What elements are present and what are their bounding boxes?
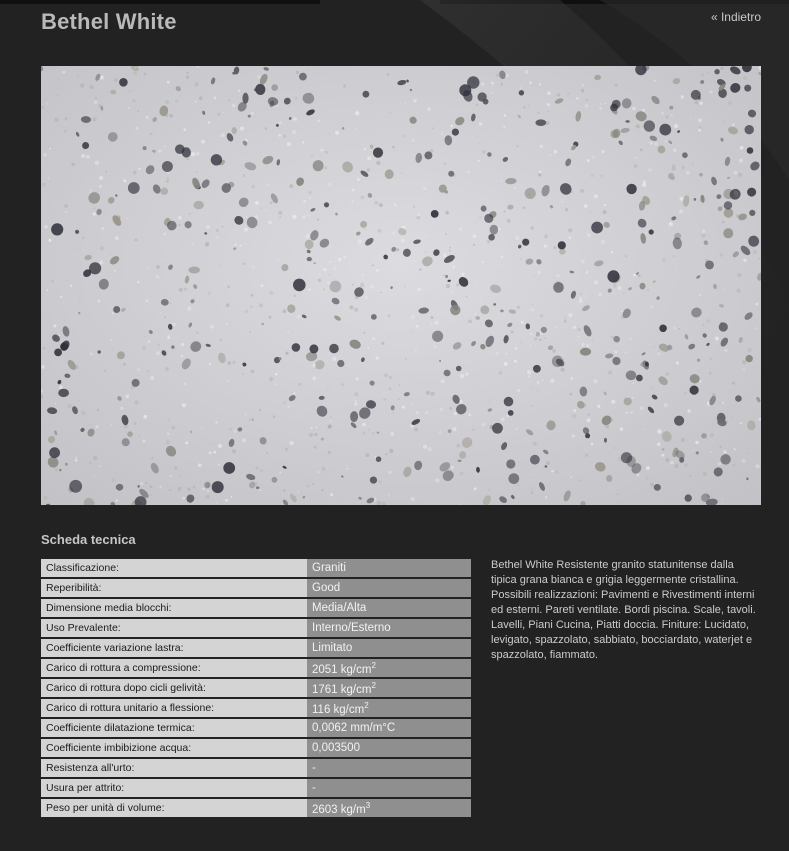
spec-value: 116 kg/cm	[312, 703, 365, 716]
spec-value: -	[312, 782, 316, 794]
spec-value: Limitato	[312, 642, 353, 654]
spec-value: Graniti	[312, 562, 346, 574]
spec-label: Coefficiente variazione lastra:	[41, 639, 307, 657]
spec-value-cell	[307, 659, 471, 677]
spec-label: Classificazione:	[41, 559, 307, 577]
spec-label: Reperibilità:	[41, 579, 307, 597]
spec-value-cell	[307, 679, 471, 697]
spec-value-cell	[307, 599, 471, 617]
spec-unit-exponent: 3	[365, 800, 371, 810]
spec-value: Media/Alta	[312, 602, 367, 614]
spec-label: Carico di rottura dopo cicli gelività:	[41, 679, 307, 697]
spec-value-cell	[307, 619, 471, 637]
spec-value-cell	[307, 739, 471, 757]
stone-description: Bethel White Resistente granito statunitense dalla tipica grana bianca e grigia leggermente cristallina. Possibili realizzazioni: Pavimenti e Rivestimenti interni ed esterni. Pareti ventilate. Bordi piscina. Scale, tavoli. Lavelli, Piani Cucina, Piatti doccia. Finiture: Lucidato, levigato, spazzolato, sabbiato, bocciardato, waterjet e spazzolato, fiammato.	[491, 559, 756, 661]
page-title: Bethel White	[41, 9, 177, 34]
spec-value: Good	[312, 582, 341, 594]
spec-label: Uso Prevalente:	[41, 619, 307, 637]
spec-value: 0,003500	[312, 742, 360, 754]
spec-value: 1761 kg/cm	[312, 683, 372, 696]
spec-row	[41, 779, 471, 797]
spec-row	[41, 659, 471, 677]
specs-table	[41, 557, 471, 819]
spec-row	[41, 619, 471, 637]
spec-unit-exponent: 2	[364, 700, 369, 710]
spec-row	[41, 579, 471, 597]
spec-unit-exponent: 2	[371, 660, 376, 670]
spec-row	[41, 639, 471, 657]
spec-value: 2603 kg/m	[312, 803, 366, 816]
granite-texture-svg	[41, 66, 761, 505]
spec-label: Coefficiente imbibizione acqua:	[41, 739, 307, 757]
spec-row	[41, 559, 471, 577]
spec-row	[41, 699, 471, 717]
spec-label: Dimensione media blocchi:	[41, 599, 307, 617]
spec-label: Peso per unità di volume:	[41, 799, 307, 817]
back-link[interactable]: « Indietro	[710, 10, 761, 24]
spec-value-cell	[307, 699, 471, 717]
spec-value-cell	[307, 759, 471, 777]
spec-value: 0,0062 mm/m°C	[312, 722, 396, 734]
spec-label: Carico di rottura a compressione:	[41, 659, 307, 677]
spec-row	[41, 719, 471, 737]
spec-value: -	[312, 762, 316, 774]
spec-label: Resistenza all'urto:	[41, 759, 307, 777]
spec-value-cell	[307, 719, 471, 737]
spec-label: Usura per attrito:	[41, 779, 307, 797]
spec-value-cell	[307, 779, 471, 797]
specs-title: Scheda tecnica	[41, 532, 136, 547]
spec-value-cell	[307, 579, 471, 597]
spec-value-cell	[307, 559, 471, 577]
spec-row	[41, 759, 471, 777]
spec-row	[41, 599, 471, 617]
spec-row	[41, 739, 471, 757]
spec-row	[41, 679, 471, 697]
spec-label: Carico di rottura unitario a flessione:	[41, 699, 307, 717]
spec-value: 2051 kg/cm	[312, 663, 372, 676]
spec-value-cell	[307, 639, 471, 657]
spec-value: Interno/Esterno	[312, 622, 391, 634]
spec-unit-exponent: 2	[371, 680, 376, 690]
spec-label: Coefficiente dilatazione termica:	[41, 719, 307, 737]
granite-texture-image	[41, 66, 761, 505]
spec-row	[41, 799, 471, 817]
spec-value-cell	[307, 799, 471, 817]
